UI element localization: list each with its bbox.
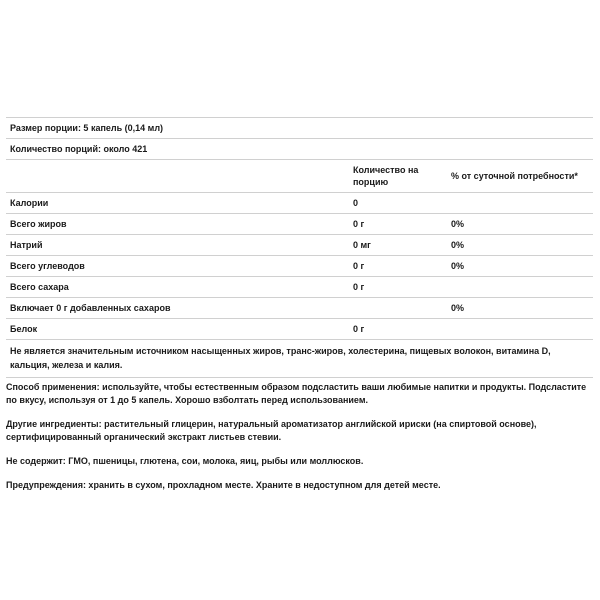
nutrient-amount: 0 мг xyxy=(353,240,371,250)
table-row xyxy=(6,214,593,235)
free-from-text: Не содержит: ГМО, пшеницы, глютена, сои, молока, яиц, рыбы или моллюсков. xyxy=(6,456,364,466)
nutrient-name: Всего сахара xyxy=(10,282,69,292)
warnings-text: Предупреждения: хранить в сухом, прохладном месте. Храните в недоступном для детей месте. xyxy=(6,480,441,490)
nutrition-facts-table xyxy=(6,117,593,378)
table-row xyxy=(6,298,593,319)
nutrient-daily: 0% xyxy=(451,261,465,271)
servings-row xyxy=(6,139,593,160)
usage-text: Способ применения: используйте, чтобы естественным образом подсластить ваши любимые напитки и продукты. Подсластите по вкусу, используя от 1 до 5 капель. Хорошо взболтать перед использованием. xyxy=(6,382,587,405)
nutrient-amount: 0 г xyxy=(353,324,365,334)
nutrient-amount: 0 г xyxy=(353,282,365,292)
header-amount: Количество на порцию xyxy=(353,165,419,187)
table-row xyxy=(6,235,593,256)
nutrient-name: Всего углеводов xyxy=(10,261,85,271)
serving-size: Размер порции: 5 капель (0,14 мл) xyxy=(10,123,164,133)
product-notes xyxy=(6,381,591,503)
nutrient-daily: 0% xyxy=(451,219,465,229)
table-row xyxy=(6,193,593,214)
nutrient-daily: 0% xyxy=(451,303,465,313)
table-row xyxy=(6,277,593,298)
table-row xyxy=(6,319,593,340)
table-row xyxy=(6,256,593,277)
serving-size-row xyxy=(6,118,593,139)
nutrient-name: Всего жиров xyxy=(10,219,67,229)
header-daily-value: % от суточной потребности* xyxy=(451,171,578,181)
servings-count: Количество порций: около 421 xyxy=(10,144,148,154)
nutrient-name: Натрий xyxy=(10,240,43,250)
nutrient-name: Включает 0 г добавленных сахаров xyxy=(10,303,171,313)
table-header xyxy=(6,160,593,193)
nutrient-daily: 0% xyxy=(451,240,465,250)
ingredients-text: Другие ингредиенты: растительный глицерин, натуральный ароматизатор английской ириски (на спиртовой основе), сертифицированный органический экстракт листьев стевии. xyxy=(6,419,537,442)
nutrient-amount: 0 г xyxy=(353,219,365,229)
nutrient-amount: 0 г xyxy=(353,261,365,271)
footnote: Не является значительным источником насыщенных жиров, транс-жиров, холестерина, пищевых волокон, витамина D, кальция, железа и калия. xyxy=(10,346,551,370)
footnote-row xyxy=(6,340,593,378)
nutrient-amount: 0 xyxy=(353,198,359,208)
nutrient-name: Белок xyxy=(10,324,38,334)
nutrient-name: Калории xyxy=(10,198,49,208)
